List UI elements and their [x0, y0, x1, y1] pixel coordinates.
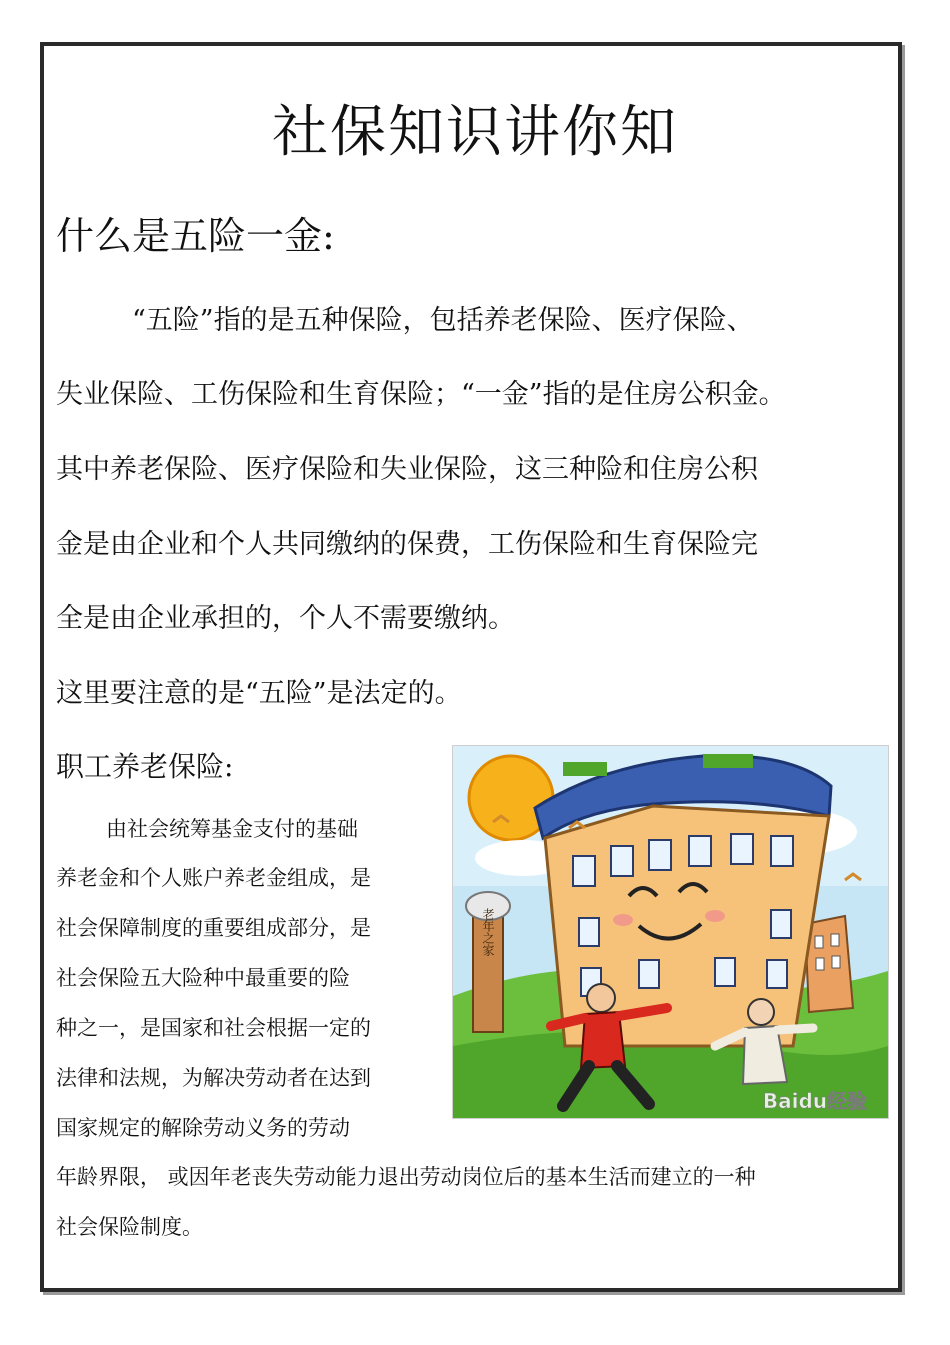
paragraph-line: “五险”指的是五种保险，包括养老保险、医疗保险、 — [132, 305, 754, 336]
paragraph-line: 其中养老保险、医疗保险和失业保险，这三种险和住房公积 — [56, 454, 758, 485]
paragraph-line: 这里要注意的是“五险”是法定的。 — [56, 678, 462, 709]
section-heading-five-insurances: 什么是五险一金: — [56, 214, 335, 258]
pension-text-line: 种之一，是国家和社会根据一定的 — [56, 1016, 371, 1040]
pension-text-line: 社会保险五大险种中最重要的险 — [56, 966, 350, 990]
illustration-svg — [453, 746, 888, 1118]
pension-text-line: 法律和法规，为解决劳动者在达到 — [56, 1066, 371, 1090]
pension-text-line: 国家规定的解除劳动义务的劳动 — [56, 1116, 350, 1140]
pension-text-line: 年龄界限， 或因年老丧失劳动能力退出劳动岗位后的基本生活而建立的一种 — [56, 1165, 756, 1189]
section-heading-pension: 职工养老保险: — [56, 750, 234, 783]
page-title: 社保知识讲你知 — [272, 100, 678, 165]
pension-text-line: 由社会统筹基金支付的基础 — [106, 817, 358, 841]
pension-text-line: 社会保障制度的重要组成部分，是 — [56, 916, 371, 940]
retirement-home-illustration — [452, 745, 889, 1119]
paragraph-line: 全是由企业承担的，个人不需要缴纳。 — [56, 603, 515, 634]
pension-text-line: 社会保险制度。 — [56, 1215, 203, 1239]
watermark-text: Baidu经验 — [762, 1089, 868, 1113]
paragraph-line: 金是由企业和个人共同缴纳的保费，工伤保险和生育保险完 — [56, 529, 758, 560]
sign-text: 老年之家 — [481, 908, 495, 956]
pension-text-line: 养老金和个人账户养老金组成，是 — [56, 866, 371, 890]
paragraph-line: 失业保险、工伤保险和生育保险；“一金”指的是住房公积金。 — [56, 379, 786, 410]
